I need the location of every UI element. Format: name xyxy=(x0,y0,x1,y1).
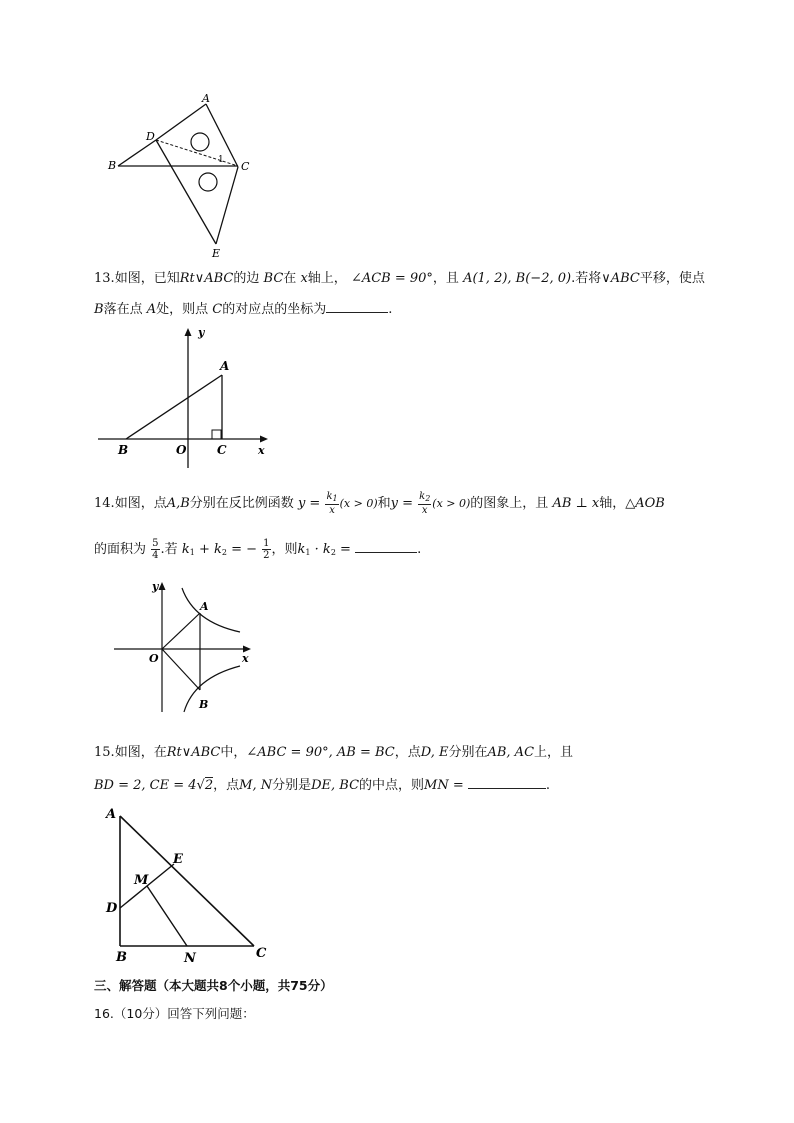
text: 分别在反比例函数 xyxy=(189,496,294,511)
math: (x > 0) xyxy=(339,497,378,510)
label-b: B xyxy=(199,698,209,711)
label-m: M xyxy=(134,873,149,888)
label-a: A xyxy=(220,359,230,373)
math: AB ⊥ x xyxy=(552,496,600,511)
math: Rt∨ABC xyxy=(179,271,234,286)
math: M, N xyxy=(239,778,273,793)
math: ∨ABC xyxy=(601,271,640,286)
sqrt: √2 xyxy=(196,778,214,793)
text: 的中点，则 xyxy=(359,778,425,793)
section-title: 三、解答题（本大题共8个小题，共75分） xyxy=(94,978,333,993)
text: 和 xyxy=(377,496,391,511)
curve-upper xyxy=(182,588,240,632)
segment-ob xyxy=(162,649,200,690)
fraction-k1-over-x xyxy=(325,491,338,516)
label-d: D xyxy=(146,130,155,143)
text: 分别是 xyxy=(272,778,312,793)
answer-blank[interactable] xyxy=(468,776,546,789)
text: 在 xyxy=(283,271,297,286)
math: y = xyxy=(297,496,321,511)
text: . xyxy=(417,542,422,557)
q14-line1 xyxy=(94,491,665,516)
subscript: 2 xyxy=(425,494,431,503)
q13-line1 xyxy=(94,270,705,288)
question-number: 13. xyxy=(94,271,115,286)
x-axis-arrow xyxy=(260,436,268,443)
text: 中， xyxy=(220,745,247,760)
label-1: 1 xyxy=(218,155,224,165)
text: 如图，在 xyxy=(114,745,167,760)
text: 的对应点的坐标为 xyxy=(222,302,327,317)
segment-ba xyxy=(126,375,222,439)
math: BD = 2, CE = 4 xyxy=(94,778,197,793)
math: k xyxy=(326,491,333,502)
math: C xyxy=(212,302,223,317)
math: Rt∨ABC xyxy=(166,745,221,760)
fraction-k2-over-x xyxy=(418,491,431,516)
segment xyxy=(156,104,206,140)
math: k xyxy=(181,542,190,557)
denominator: 4 xyxy=(152,550,159,561)
text: ，则 xyxy=(271,542,298,557)
math: DE, BC xyxy=(311,778,360,793)
q14-line2 xyxy=(94,538,421,562)
text: 平移，使点 xyxy=(639,271,705,286)
math: = xyxy=(340,542,351,557)
q15-line2 xyxy=(94,776,550,795)
answer-blank[interactable] xyxy=(355,540,417,553)
subscript: 1 xyxy=(332,494,338,503)
question-number: 14. xyxy=(94,496,115,511)
numerator: 1 xyxy=(263,538,270,549)
segment-mn xyxy=(147,886,187,946)
text: .若 xyxy=(160,542,178,557)
label-c: C xyxy=(217,443,227,457)
math: y = xyxy=(390,496,413,511)
fraction-area xyxy=(151,538,159,561)
math: A(1, 2), B(−2, 0) xyxy=(463,271,572,286)
text: 轴上， xyxy=(307,271,347,286)
math: ∠ABC = 90°, AB = BC xyxy=(246,745,395,760)
text: 的边 xyxy=(233,271,260,286)
label-b: B xyxy=(116,950,127,965)
label-o: O xyxy=(149,652,159,665)
text: 轴， xyxy=(599,496,626,511)
label-a: A xyxy=(202,92,210,105)
circle-mark xyxy=(191,133,209,151)
subscript: 2 xyxy=(221,548,227,557)
text: 处，则点 xyxy=(156,302,209,317)
text: .若将 xyxy=(571,271,602,286)
math: BC xyxy=(263,271,284,286)
segment xyxy=(156,140,216,244)
math: △AOB xyxy=(625,496,665,511)
subscript: 2 xyxy=(330,548,336,557)
curve-lower xyxy=(184,666,240,712)
math: (x > 0) xyxy=(432,497,471,510)
math: B xyxy=(94,302,104,317)
label-y: y xyxy=(152,580,159,593)
label-d: D xyxy=(106,901,118,916)
math: 2 xyxy=(204,778,214,793)
q13-line2 xyxy=(94,300,392,319)
label-e: E xyxy=(212,247,221,260)
text: . xyxy=(388,302,393,317)
denominator: 2 xyxy=(263,550,270,561)
label-x: x xyxy=(258,444,265,457)
math: ∠ACB = 90° xyxy=(350,271,433,286)
text: ，且 xyxy=(432,271,459,286)
text: ，点 xyxy=(394,745,421,760)
math: · k xyxy=(314,542,331,557)
label-a: A xyxy=(200,600,209,613)
y-axis-arrow xyxy=(159,582,166,590)
text: ，点 xyxy=(213,778,240,793)
text: 的面积为 xyxy=(94,542,147,557)
label-b: B xyxy=(118,443,129,457)
math: x xyxy=(421,505,428,516)
math: x xyxy=(329,505,335,516)
label-o: O xyxy=(176,443,187,457)
answer-blank[interactable] xyxy=(326,300,388,313)
text: 如图，已知 xyxy=(114,271,180,286)
figure-q13 xyxy=(96,326,276,466)
math: k xyxy=(419,491,426,502)
segment xyxy=(216,167,238,244)
math: A xyxy=(146,302,157,317)
math: + k xyxy=(198,542,222,557)
label-e: E xyxy=(173,852,183,867)
segment xyxy=(118,140,156,166)
label-b: B xyxy=(108,159,117,172)
subscript: 1 xyxy=(189,548,195,557)
q15-line1 xyxy=(94,744,573,762)
text: 上，且 xyxy=(534,745,574,760)
math: A,B xyxy=(166,496,190,511)
label-y: y xyxy=(198,326,205,339)
math: k xyxy=(297,542,306,557)
math: AB, AC xyxy=(487,745,535,760)
text: 的图象上，且 xyxy=(470,496,549,511)
math: D, E xyxy=(420,745,449,760)
math: x xyxy=(300,271,308,286)
question-number: 15. xyxy=(94,745,115,760)
right-angle-mark xyxy=(212,430,221,439)
fraction-half xyxy=(262,538,270,561)
figure-q14 xyxy=(112,578,262,718)
circle-mark xyxy=(199,173,217,191)
text: 落在点 xyxy=(103,302,143,317)
figure-q15 xyxy=(100,804,280,964)
label-a: A xyxy=(106,807,117,822)
label-c: C xyxy=(256,946,267,961)
text: . xyxy=(545,778,551,793)
label-n: N xyxy=(184,951,196,966)
subscript: 1 xyxy=(305,548,311,557)
figure-q12 xyxy=(100,92,260,262)
y-axis-arrow xyxy=(185,328,192,336)
numerator: 5 xyxy=(152,538,159,549)
label-c: C xyxy=(241,160,250,173)
text: 如图，点 xyxy=(114,496,167,511)
math: = − xyxy=(231,542,257,557)
text: 分别在 xyxy=(448,745,488,760)
label-x: x xyxy=(242,652,249,665)
segment-oa xyxy=(162,613,200,649)
math: MN = xyxy=(424,778,464,793)
question-16: 16.（10分）回答下列问题： xyxy=(94,1006,255,1021)
